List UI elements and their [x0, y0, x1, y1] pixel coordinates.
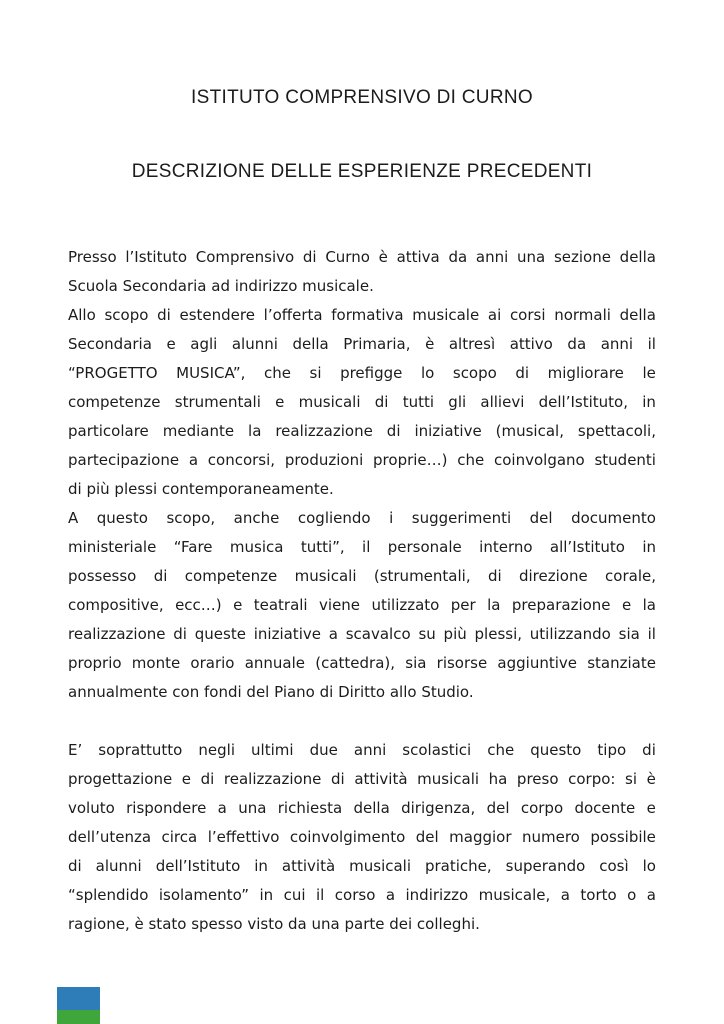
word: produzioni [284, 451, 364, 469]
word: l’offerta [263, 306, 323, 324]
word: di [153, 567, 168, 585]
word: che [487, 741, 515, 759]
word: e [166, 335, 176, 353]
word: il [316, 886, 325, 904]
word: Presso [68, 248, 117, 266]
word: il [647, 335, 656, 353]
word: di [374, 393, 389, 411]
text-line [68, 533, 656, 562]
word: scavalco [345, 625, 411, 643]
word: di [302, 248, 317, 266]
word: realizzazione [223, 770, 322, 788]
text-line: di più plessi contemporaneamente. [68, 480, 334, 498]
word: possesso [68, 567, 137, 585]
word: due [309, 741, 338, 759]
word: utilizzando [529, 625, 611, 643]
word: a [385, 886, 396, 904]
word: “PROGETTO [68, 364, 158, 382]
word: in [642, 538, 656, 556]
text-line [68, 504, 656, 533]
word: dell’Istituto, [538, 393, 628, 411]
text-line [68, 852, 656, 881]
word: di [487, 567, 502, 585]
word: alunni [95, 857, 142, 875]
word: il [647, 625, 656, 643]
word: lo [642, 857, 656, 875]
word: ha [488, 770, 508, 788]
word: attiva [396, 248, 440, 266]
text-line [68, 301, 656, 330]
word: a [560, 886, 570, 904]
word: Comprensivo [195, 248, 295, 266]
word: anni [475, 248, 509, 266]
word: lo [420, 364, 435, 382]
word: isolamento” [158, 886, 250, 904]
word: indirizzo [405, 886, 469, 904]
word: possibile [590, 828, 656, 846]
word: questo [530, 741, 582, 759]
word: annuale [244, 654, 306, 672]
word: scopo [452, 364, 497, 382]
word: su [418, 625, 436, 643]
word: richiesta [277, 799, 343, 817]
word: spettacoli, [577, 422, 656, 440]
word: musicali [417, 770, 480, 788]
word: corpo [520, 799, 564, 817]
word: è [425, 335, 435, 353]
word: corpo: [568, 770, 616, 788]
paragraph-spacer [68, 707, 656, 736]
word: sezione [553, 248, 611, 266]
text-line [68, 359, 656, 388]
word: una [517, 248, 546, 266]
word: orario [190, 654, 235, 672]
word: competenze [184, 567, 278, 585]
word: o [627, 886, 637, 904]
word: Curno [325, 248, 370, 266]
word: del [529, 509, 553, 527]
word: attivo [509, 335, 553, 353]
graphic-green-band [57, 1010, 100, 1024]
word: che [263, 364, 291, 382]
word: gli [448, 393, 467, 411]
text-line [68, 794, 656, 823]
word: scopo [104, 306, 149, 324]
text-line: Scuola Secondaria ad indirizzo musicale. [68, 277, 374, 295]
word: e [646, 799, 656, 817]
word: queste [194, 625, 246, 643]
word: musicali [349, 857, 412, 875]
word: Primaria, [343, 335, 411, 353]
word: musicale [412, 306, 480, 324]
word: mediante [162, 422, 235, 440]
word: la [248, 422, 262, 440]
word: rispondere [126, 799, 207, 817]
word: voluto [68, 799, 115, 817]
word: attività [281, 857, 336, 875]
word: tutti [402, 393, 435, 411]
word: proprie…) [373, 451, 448, 469]
word: A [68, 509, 79, 527]
word: a [188, 451, 199, 469]
word: docente [574, 799, 636, 817]
word: ecc…) [175, 596, 222, 614]
word: si [625, 770, 638, 788]
word: così [599, 857, 629, 875]
word: di [331, 770, 345, 788]
word: i [389, 509, 394, 527]
word: ai [487, 306, 502, 324]
word: realizzazione [275, 422, 373, 440]
word: sia [618, 625, 640, 643]
word: competenze [68, 393, 161, 411]
word: cogliendo [297, 509, 371, 527]
word: concorsi, [207, 451, 276, 469]
text-line [68, 736, 656, 765]
word: Allo [68, 306, 96, 324]
word: corso [334, 886, 376, 904]
word: normali [554, 306, 611, 324]
document-subtitle: DESCRIZIONE DELLE ESPERIENZE PRECEDENTI [131, 161, 593, 182]
document-title: ISTITUTO COMPRENSIVO DI CURNO [191, 87, 533, 108]
word: tipo [597, 741, 627, 759]
word: in [642, 393, 656, 411]
word: progettazione [68, 770, 173, 788]
word: la [487, 596, 501, 614]
word: corale, [605, 567, 656, 585]
word: estendere [179, 306, 255, 324]
word: ultimi [251, 741, 294, 759]
word: prefigge [340, 364, 403, 382]
word: proprio [68, 654, 122, 672]
word: anche [233, 509, 280, 527]
word: particolare [68, 422, 149, 440]
word: anni [353, 741, 387, 759]
word: migliorare [547, 364, 624, 382]
word: di [157, 306, 171, 324]
word: di [642, 741, 656, 759]
word: in [254, 857, 268, 875]
word: agli [190, 335, 218, 353]
word: realizzazione [68, 625, 166, 643]
word: interno [479, 538, 533, 556]
word: dell’utenza [68, 828, 152, 846]
word: dell’Istituto [155, 857, 241, 875]
word: maggior [449, 828, 512, 846]
word: superando [505, 857, 586, 875]
word: musica [229, 538, 284, 556]
word: e [181, 770, 192, 788]
word: è [646, 770, 656, 788]
text-line [68, 765, 656, 794]
word: del [486, 799, 510, 817]
word: da [567, 335, 587, 353]
word: della [353, 799, 390, 817]
word: soprattutto [98, 741, 183, 759]
word: è [378, 248, 388, 266]
word: altresì [448, 335, 496, 353]
text-line [68, 881, 656, 910]
word: coinvolgimento [289, 828, 406, 846]
word: preparazione [511, 596, 611, 614]
text-line [68, 417, 656, 446]
word: corsi [509, 306, 546, 324]
word: sia [405, 654, 427, 672]
word: utilizzato [371, 596, 440, 614]
word: di [173, 625, 187, 643]
word: (cattedra), [315, 654, 396, 672]
text-line [68, 446, 656, 475]
text-line [68, 620, 656, 649]
word: iniziative [253, 625, 321, 643]
word: negli [198, 741, 235, 759]
word: più [443, 625, 467, 643]
word: che [457, 451, 485, 469]
word: ministeriale [68, 538, 157, 556]
word: della [619, 248, 656, 266]
word: formativa [331, 306, 404, 324]
word: plessi, [474, 625, 523, 643]
word: e [621, 596, 632, 614]
word: cui [283, 886, 306, 904]
word: una [238, 799, 267, 817]
document-body [68, 243, 656, 939]
word: (musical, [495, 422, 564, 440]
word: aggiuntive [497, 654, 577, 672]
word: della [619, 306, 656, 324]
text-line [68, 388, 656, 417]
word: le [642, 364, 656, 382]
word: studenti [594, 451, 656, 469]
word: strumentali [174, 393, 261, 411]
word: di [515, 364, 530, 382]
word: (strumentali, [373, 567, 471, 585]
word: “splendido [68, 886, 149, 904]
word: a [646, 886, 656, 904]
word: scolastici [402, 741, 472, 759]
word: “Fare [173, 538, 213, 556]
word: compositive, [68, 596, 164, 614]
text-line [68, 649, 656, 678]
word: di [200, 770, 215, 788]
word: alunni [231, 335, 278, 353]
word: allievi [480, 393, 525, 411]
word: monte [131, 654, 181, 672]
word: circa [161, 828, 198, 846]
word: della [292, 335, 329, 353]
word: suggerimenti [411, 509, 512, 527]
word: dirigenza, [401, 799, 476, 817]
word: pratiche, [424, 857, 492, 875]
word: l’effettivo [207, 828, 280, 846]
text-line [68, 330, 656, 359]
word: in [259, 886, 274, 904]
word: E’ [68, 741, 83, 759]
word: stanziate [587, 654, 656, 672]
text-line [68, 823, 656, 852]
word: risorse [436, 654, 488, 672]
word: musicali [294, 567, 357, 585]
word: anni [600, 335, 634, 353]
word: di [386, 422, 401, 440]
word: questo [96, 509, 148, 527]
word: si [309, 364, 322, 382]
word: coinvolgano [494, 451, 585, 469]
word: per [450, 596, 476, 614]
word: a [328, 625, 338, 643]
word: all’Istituto [549, 538, 625, 556]
word: partecipazione [68, 451, 180, 469]
word: e [275, 393, 285, 411]
text-line: ragione, è stato spesso visto da una parte dei colleghi. [68, 915, 480, 933]
partial-next-page-graphic [57, 987, 100, 1024]
word: teatrali [253, 596, 308, 614]
word: del [415, 828, 439, 846]
word: Secondaria [68, 335, 152, 353]
word: torto [580, 886, 617, 904]
word: documento [571, 509, 656, 527]
word: la [642, 596, 656, 614]
word: e [233, 596, 243, 614]
word: preso [516, 770, 559, 788]
word: numero [521, 828, 580, 846]
text-line [68, 591, 656, 620]
text-line [68, 562, 656, 591]
word: da [448, 248, 468, 266]
word: personale [387, 538, 462, 556]
word: a [217, 799, 227, 817]
text-line: annualmente con fondi del Piano di Diritto allo Studio. [68, 683, 474, 701]
text-line [68, 243, 656, 272]
word: di [68, 857, 82, 875]
word: MUSICA”, [176, 364, 246, 382]
word: l’Istituto [125, 248, 188, 266]
word: tutti”, [300, 538, 345, 556]
word: attività [354, 770, 408, 788]
word: musicali [298, 393, 361, 411]
word: scopo, [166, 509, 216, 527]
word: viene [319, 596, 361, 614]
word: musicale, [478, 886, 551, 904]
graphic-blue-band [57, 987, 100, 1010]
word: il [362, 538, 371, 556]
word: iniziative [414, 422, 482, 440]
word: direzione [518, 567, 588, 585]
